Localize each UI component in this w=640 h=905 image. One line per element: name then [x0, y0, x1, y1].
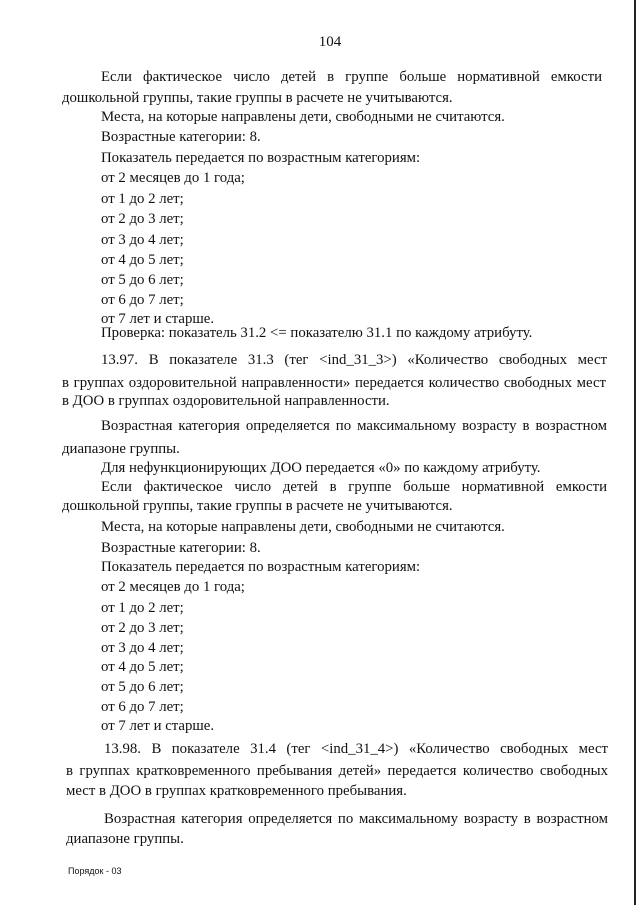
list-item: от 2 до 3 лет; [101, 211, 184, 227]
text-line: Возрастные категории: 8. [101, 129, 261, 145]
list-item: от 1 до 2 лет; [101, 191, 184, 207]
list-item: от 3 до 4 лет; [101, 232, 184, 248]
text-line: в группах кратковременного пребывания детей» передается количество свободных [66, 763, 608, 779]
section-heading-line: 13.97. В показателе 31.3 (тег <ind_31_3>) «Количество свободных мест [101, 352, 607, 368]
page-edge [634, 0, 636, 905]
page-number: 104 [318, 34, 342, 50]
list-item: от 4 до 5 лет; [101, 659, 184, 675]
text-line: дошкольной группы, такие группы в расчете не учитываются. [62, 498, 453, 514]
list-item: от 1 до 2 лет; [101, 600, 184, 616]
text-line: Возрастные категории: 8. [101, 540, 261, 556]
text-line: в ДОО в группах оздоровительной направленности. [62, 393, 390, 409]
list-item: от 6 до 7 лет; [101, 292, 184, 308]
text-line: диапазоне группы. [66, 831, 184, 847]
list-item: от 4 до 5 лет; [101, 252, 184, 268]
text-line: Для нефункционирующих ДОО передается «0» по каждому атрибуту. [101, 460, 541, 476]
list-item: от 2 месяцев до 1 года; [101, 170, 245, 186]
list-item: от 7 лет и старше. [101, 718, 215, 734]
list-item: от 3 до 4 лет; [101, 640, 184, 656]
text-line: Показатель передается по возрастным категориям: [101, 559, 421, 575]
text-line: Места, на которые направлены дети, свободными не считаются. [101, 109, 505, 125]
text-line: Показатель передается по возрастным категориям: [101, 150, 421, 166]
text-line: Места, на которые направлены дети, свободными не считаются. [101, 519, 505, 535]
list-item: от 2 месяцев до 1 года; [101, 579, 245, 595]
text-line: Если фактическое число детей в группе больше нормативной емкости [101, 479, 607, 495]
text-line: Если фактическое число детей в группе больше нормативной емкости [101, 69, 602, 85]
list-item: от 2 до 3 лет; [101, 620, 184, 636]
list-item: от 6 до 7 лет; [101, 699, 184, 715]
text-line: в группах оздоровительной направленности» передается количество свободных мест [62, 375, 606, 391]
text-line: Проверка: показатель 31.2 <= показателю 31.1 по каждому атрибуту. [101, 325, 533, 341]
list-item: от 5 до 6 лет; [101, 272, 184, 288]
list-item: от 7 лет и старше. [101, 311, 215, 327]
text-line: Возрастная категория определяется по максимальному возрасту в возрастном [101, 418, 607, 434]
list-item: от 5 до 6 лет; [101, 679, 184, 695]
text-line: дошкольной группы, такие группы в расчете не учитываются. [62, 90, 453, 106]
footer-label: Порядок - 03 [68, 866, 122, 876]
text-line: диапазоне группы. [62, 441, 180, 457]
section-heading-line: 13.98. В показателе 31.4 (тег <ind_31_4>) «Количество свободных мест [104, 741, 608, 757]
text-line: Возрастная категория определяется по максимальному возрасту в возрастном [104, 811, 608, 827]
text-line: мест в ДОО в группах кратковременного пребывания. [66, 783, 407, 799]
